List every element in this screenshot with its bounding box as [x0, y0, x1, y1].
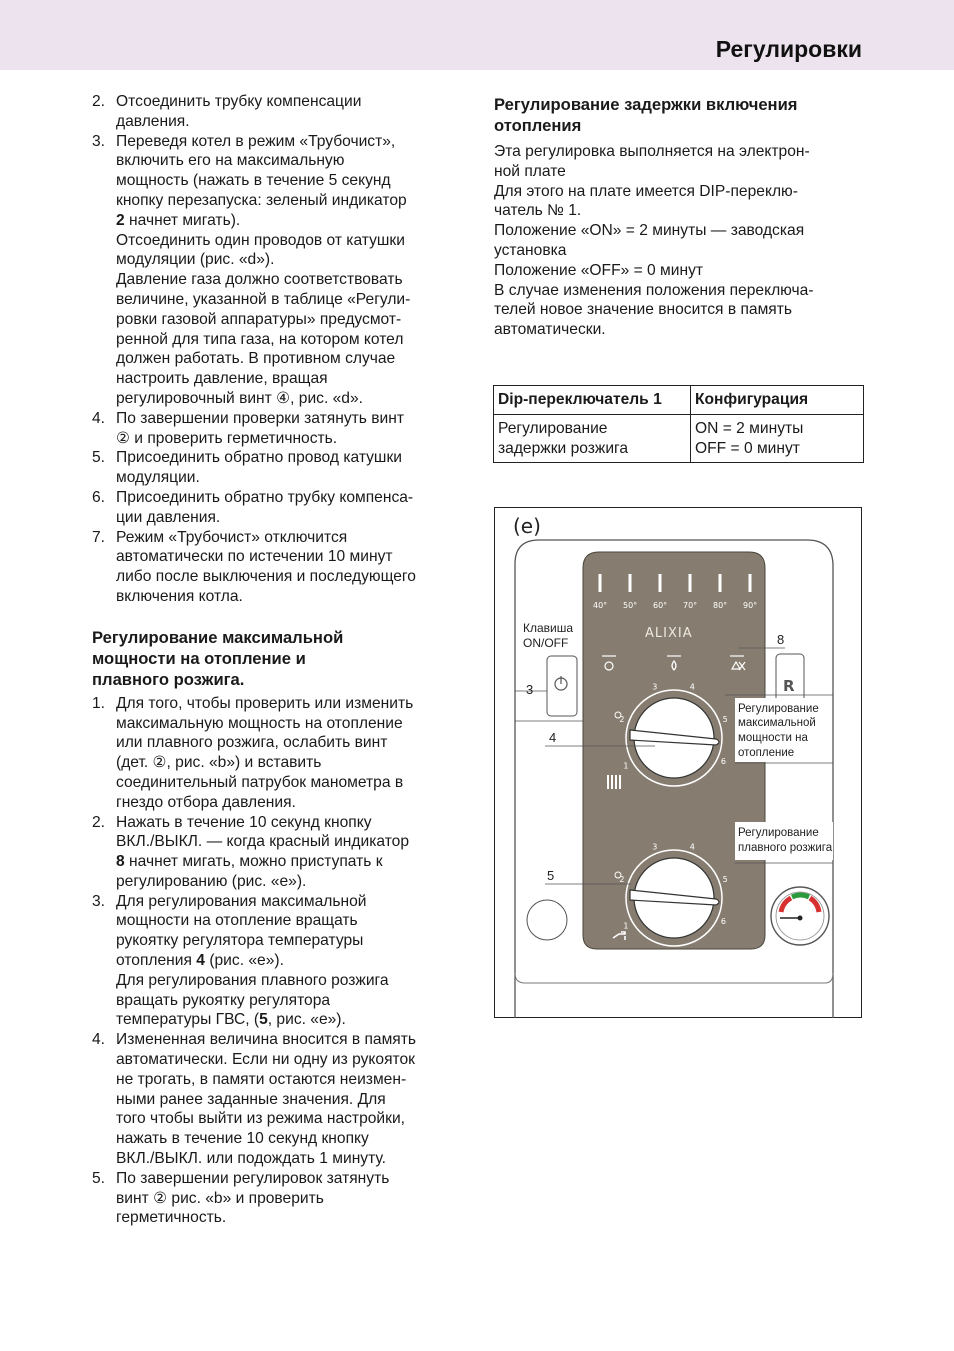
- callout-max-line4: отопление: [738, 747, 795, 759]
- table-cell: ON = 2 минуты OFF = 0 минут: [691, 414, 864, 463]
- knob-scale-number: 2: [619, 715, 625, 725]
- callout-num-3: 3: [526, 682, 534, 697]
- list-item: 5. Присоединить обратно провод катушки модуляции.: [92, 449, 402, 487]
- cover-plug: [527, 900, 567, 940]
- callout-max-line3: мощности на: [738, 732, 808, 744]
- callout-soft-line2: плавного розжига: [738, 842, 833, 854]
- page-title: Регулировки: [715, 36, 862, 62]
- left-column: [92, 92, 464, 1228]
- list-item: 3. Для регулирования максимальной мощности на отопление вращать рукоятку регулятора температуры отопления 4 (рис. «e»). Для регулирования плавного розжига вращать рукоятку регулятора температуры ГВС, (5, рис. «e»).: [92, 892, 389, 1029]
- temperature-led: [629, 574, 632, 592]
- temperature-led-label: 70°: [683, 601, 698, 610]
- callout-num-5: 5: [547, 868, 555, 883]
- temperature-led-label: 90°: [743, 601, 758, 610]
- temperature-led-label: 40°: [593, 601, 608, 610]
- callout-max-line2: максимальной: [738, 717, 816, 729]
- reset-label: R: [783, 677, 795, 695]
- knob-scale-number: 6: [720, 917, 726, 927]
- list-steps-1: [92, 92, 464, 607]
- dip-switch-table: [493, 385, 864, 463]
- list-item: 2. Нажать в течение 10 секунд кнопку ВКЛ./ВЫКЛ. — когда красный индикатор 8 начнет мигать, можно приступать к регулированию (рис. «e»).: [92, 813, 410, 890]
- temperature-led: [659, 574, 662, 592]
- knob-scale-number: 5: [722, 875, 728, 885]
- list-item: 1. Для того, чтобы проверить или изменить максимальную мощность на отопление или плавного розжига, ослабить винт (дет. ②, рис. «b») и вставить соединительный патрубок манометра в гнездо отбора давления.: [92, 694, 414, 811]
- list-item: 7. Режим «Трубочист» отключится автоматически по истечении 10 минут либо после выключения и последующего включения котла.: [92, 528, 416, 605]
- callout-num-8: 8: [777, 632, 785, 647]
- brand-label: ALIXIA: [645, 626, 693, 641]
- section-heading-delay: Регулирование задержки включения отопления: [494, 95, 798, 135]
- onoff-key-button[interactable]: [547, 656, 577, 716]
- knob-scale-number: 6: [720, 757, 726, 767]
- knob-scale-number: 3: [652, 682, 658, 692]
- control-panel-drawing: [495, 508, 863, 1019]
- temperature-led-label: 60°: [653, 601, 668, 610]
- callout-num-4: 4: [549, 730, 557, 745]
- table-row: [494, 414, 864, 463]
- callout-onoff-line2: ON/OFF: [523, 636, 569, 650]
- temperature-led: [749, 574, 752, 592]
- knob-scale-number: 2: [619, 875, 625, 885]
- page-header: [0, 0, 954, 70]
- list-item: 4. По завершении проверки затянуть винт ② и проверить герметичность.: [92, 409, 404, 447]
- knob-scale-number: 4: [689, 842, 695, 852]
- section-heading-max-power: Регулирование максимальной мощности на отопление и плавного розжига.: [92, 627, 344, 689]
- delay-paragraph: Эта регулировка выполняется на электрон- ной плате Для этого на плате имеется DIP-переклю- чатель № 1. Положение «ON» = 2 минуты — заводская установка Положение «OFF» = 0 минут В случае изменения положения переключа- телей новое значение вносится в память автоматически.: [494, 143, 814, 339]
- list-item: 3. Переведя котел в режим «Трубочист», включить его на максимальную мощность (нажать в течение 5 секунд кнопку перезапуска: зеленый индикатор 2 начнет мигать). Отсоединить один проводов от катушки модуляции (рис. «d»). Давление газа должно соответствовать величине, указанной в таблице «Регули- ровки газовой аппаратуры» предусмот- ренной для типа газа, на котором котел должен работать. В противном случае настроить давление, вращая регулировочный винт ④, рис. «d».: [92, 132, 411, 407]
- table-header: Dip-переключатель 1: [494, 386, 691, 415]
- figure-e-control-panel: [494, 507, 862, 1018]
- list-item: 2. Отсоединить трубку компенсации давления.: [92, 93, 362, 130]
- temperature-led: [689, 574, 692, 592]
- temperature-led-label: 80°: [713, 601, 728, 610]
- knob-scale-number: 3: [652, 842, 658, 852]
- knob-scale-number: 4: [689, 682, 695, 692]
- boiler-inner-outline: [515, 973, 833, 983]
- list-item: 4. Измененная величина вносится в память автоматически. Если ни одну из рукояток не трогать, в памяти остаются неизмен- ными ранее заданные значения. Для того чтобы выйти из режима настройки, нажать в течение 10 секунд кнопку ВКЛ./ВЫКЛ. или подождать 1 минуту.: [92, 1031, 417, 1168]
- pressure-gauge: [771, 887, 829, 945]
- knob-scale-number: 1: [623, 921, 629, 931]
- list-item: 5. По завершении регулировок затянуть винт ② рис. «b» и проверить герметичность.: [92, 1169, 390, 1227]
- list-item: 6. Присоединить обратно трубку компенса- ции давления.: [92, 488, 414, 526]
- figure-label: (e): [513, 514, 541, 538]
- knob-scale-number: 1: [623, 761, 629, 771]
- callout-onoff-line1: Клавиша: [523, 621, 574, 635]
- right-column: [494, 94, 866, 340]
- temperature-led: [719, 574, 722, 592]
- list-steps-2: [92, 694, 464, 1229]
- temperature-led: [599, 574, 602, 592]
- table-header-row: [494, 386, 864, 415]
- table-cell: Регулирование задержки розжига: [494, 414, 691, 463]
- temperature-led-label: 50°: [623, 601, 638, 610]
- callout-soft-line1: Регулирование: [738, 827, 819, 839]
- callout-max-line1: Регулирование: [738, 703, 819, 715]
- knob-scale-number: 5: [722, 715, 728, 725]
- table-header: Конфигурация: [691, 386, 864, 415]
